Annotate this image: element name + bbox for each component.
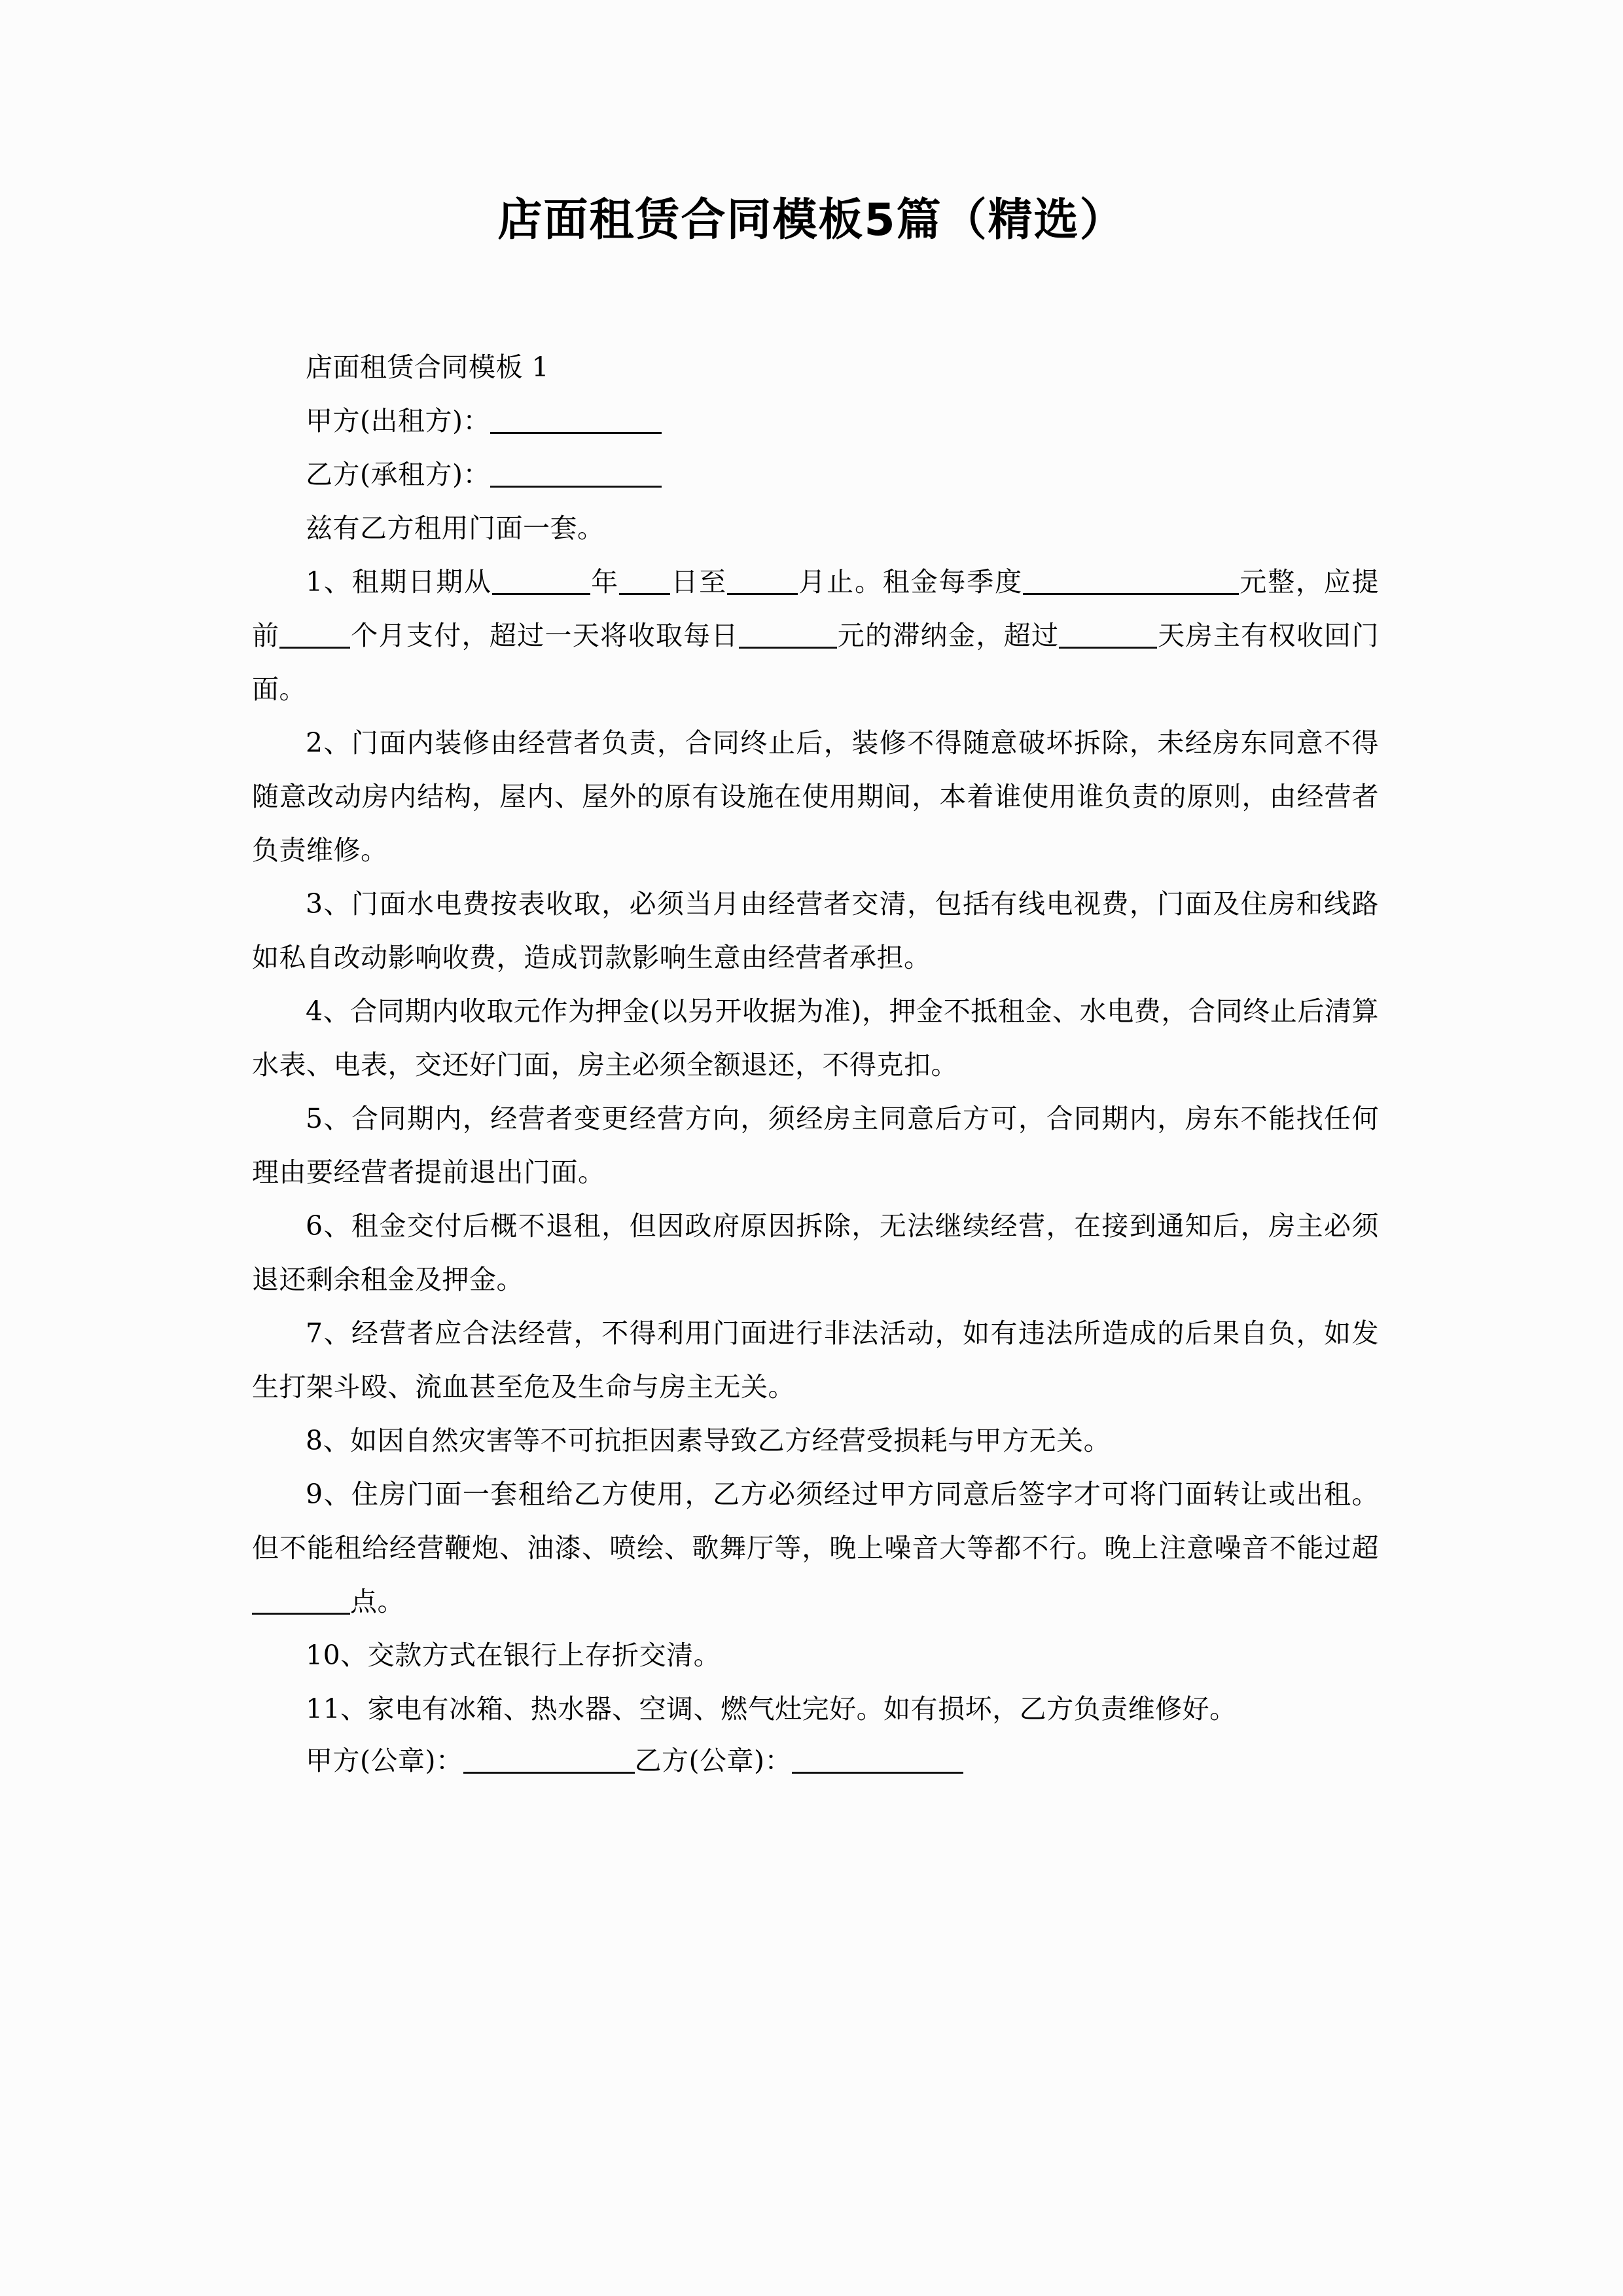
clause-1-seg-1: 年 xyxy=(590,566,620,598)
clause-4-text: 合同期内收取元作为押金(以另开收据为准)，押金不抵租金、水电费，合同终止后清算水表、电表，交还好门面，房主必须全额退还，不得克扣。 xyxy=(252,996,1379,1081)
clause-1-seg-4: 元整，应提前 xyxy=(252,566,1380,651)
signature-line xyxy=(252,1736,1379,1785)
clause-7-number: 7、 xyxy=(306,1318,352,1349)
clause-11-text: 家电有冰箱、热水器、空调、燃气灶完好。如有损坏，乙方负责维修好。 xyxy=(367,1693,1237,1725)
clause-1-blank-year[interactable] xyxy=(492,571,590,595)
clause-8 xyxy=(252,1414,1379,1467)
party-b-seal-blank[interactable] xyxy=(792,1749,963,1774)
clause-10 xyxy=(252,1628,1379,1682)
clause-2-number: 2、 xyxy=(306,727,352,759)
clause-1-seg-5: 个月支付，超过一天将收取每日 xyxy=(350,620,739,651)
clause-1-seg-6: 元的滞纳金，超过 xyxy=(836,620,1060,651)
clause-9-number: 9、 xyxy=(306,1479,352,1510)
clause-7-text: 经营者应合法经营，不得利用门面进行非法活动，如有违法所造成的后果自负，如发生打架斗殴、流血甚至危及生命与房主无关。 xyxy=(252,1318,1380,1403)
clause-10-number: 10、 xyxy=(306,1640,368,1671)
clause-2-text: 门面内装修由经营者负责，合同终止后，装修不得随意破坏拆除，未经房东同意不得随意改动房内结构，屋内、屋外的原有设施在使用期间，本着谁使用谁负责的原则，由经营者负责维修。 xyxy=(252,727,1380,866)
clause-1-blank-days[interactable] xyxy=(1059,624,1157,649)
clause-7 xyxy=(252,1306,1379,1414)
clause-3-text: 门面水电费按表收取，必须当月由经营者交清，包括有线电视费，门面及住房和线路如私自改动影响收费，造成罚款影响生意由经营者承担。 xyxy=(252,888,1380,973)
party-b-seal-label: 乙方(公章)： xyxy=(634,1745,792,1776)
party-a-seal-label: 甲方(公章)： xyxy=(306,1745,463,1776)
party-b-label: 乙方(承租方)： xyxy=(306,459,490,490)
clause-6-text: 租金交付后概不退租，但因政府原因拆除，无法继续经营，在接到通知后，房主必须退还剩余租金及押金。 xyxy=(252,1210,1380,1295)
clause-6 xyxy=(252,1199,1379,1306)
clause-1-seg-2: 日至 xyxy=(670,566,727,598)
clause-11-number: 11、 xyxy=(306,1693,368,1725)
clause-9 xyxy=(252,1467,1379,1628)
clause-5 xyxy=(252,1092,1379,1199)
clause-2 xyxy=(252,716,1379,877)
clause-5-number: 5、 xyxy=(306,1103,352,1134)
clause-9-text-suffix: 点。 xyxy=(350,1586,404,1617)
clause-8-number: 8、 xyxy=(306,1425,351,1456)
clause-1-seg-7: 天房主有权收回门面。 xyxy=(252,620,1380,705)
party-b-line xyxy=(252,448,1379,501)
clause-9-text-prefix: 住房门面一套租给乙方使用，乙方必须经过甲方同意后签字才可将门面转让或出租。但不能租给经营鞭炮、油漆、喷绘、歌舞厅等，晚上噪音大等都不行。晚上注意噪音不能过超 xyxy=(252,1479,1380,1564)
clause-1-seg-3: 月止。租金每季度 xyxy=(798,566,1023,598)
clause-9-blank-hour[interactable] xyxy=(252,1590,350,1615)
preamble-paragraph: 兹有乙方租用门面一套。 xyxy=(306,512,605,544)
clause-1 xyxy=(252,555,1379,716)
party-a-blank[interactable] xyxy=(490,410,662,434)
party-a-line xyxy=(252,394,1379,448)
clause-1-blank-day[interactable] xyxy=(619,571,670,595)
clause-3 xyxy=(252,877,1379,984)
section-heading: 店面租赁合同模板 1 xyxy=(306,351,550,383)
clause-6-number: 6、 xyxy=(306,1210,352,1242)
clause-1-blank-months-advance[interactable] xyxy=(279,624,350,649)
clause-3-number: 3、 xyxy=(306,888,352,920)
party-a-label: 甲方(出租方)： xyxy=(306,405,490,437)
clause-10-text: 交款方式在银行上存折交清。 xyxy=(367,1640,721,1671)
clause-1-blank-month[interactable] xyxy=(727,571,798,595)
clause-1-blank-rent[interactable] xyxy=(1023,571,1239,595)
clause-5-text: 合同期内，经营者变更经营方向，须经房主同意后方可，合同期内，房东不能找任何理由要经营者提前退出门面。 xyxy=(252,1103,1380,1188)
clause-1-number: 1、 xyxy=(306,566,352,598)
clause-8-text: 如因自然灾害等不可抗拒因素导致乙方经营受损耗与甲方无关。 xyxy=(350,1425,1111,1456)
page-title: 店面租赁合同模板5篇（精选） xyxy=(497,194,1126,246)
clause-1-seg-0: 租期日期从 xyxy=(351,566,492,598)
clause-4-number: 4、 xyxy=(306,996,351,1027)
clause-1-blank-penalty[interactable] xyxy=(739,624,837,649)
clause-4 xyxy=(252,984,1379,1092)
document-body xyxy=(252,340,1379,1785)
party-a-seal-blank[interactable] xyxy=(463,1749,635,1774)
clause-11 xyxy=(252,1682,1379,1736)
party-b-blank[interactable] xyxy=(490,463,662,488)
